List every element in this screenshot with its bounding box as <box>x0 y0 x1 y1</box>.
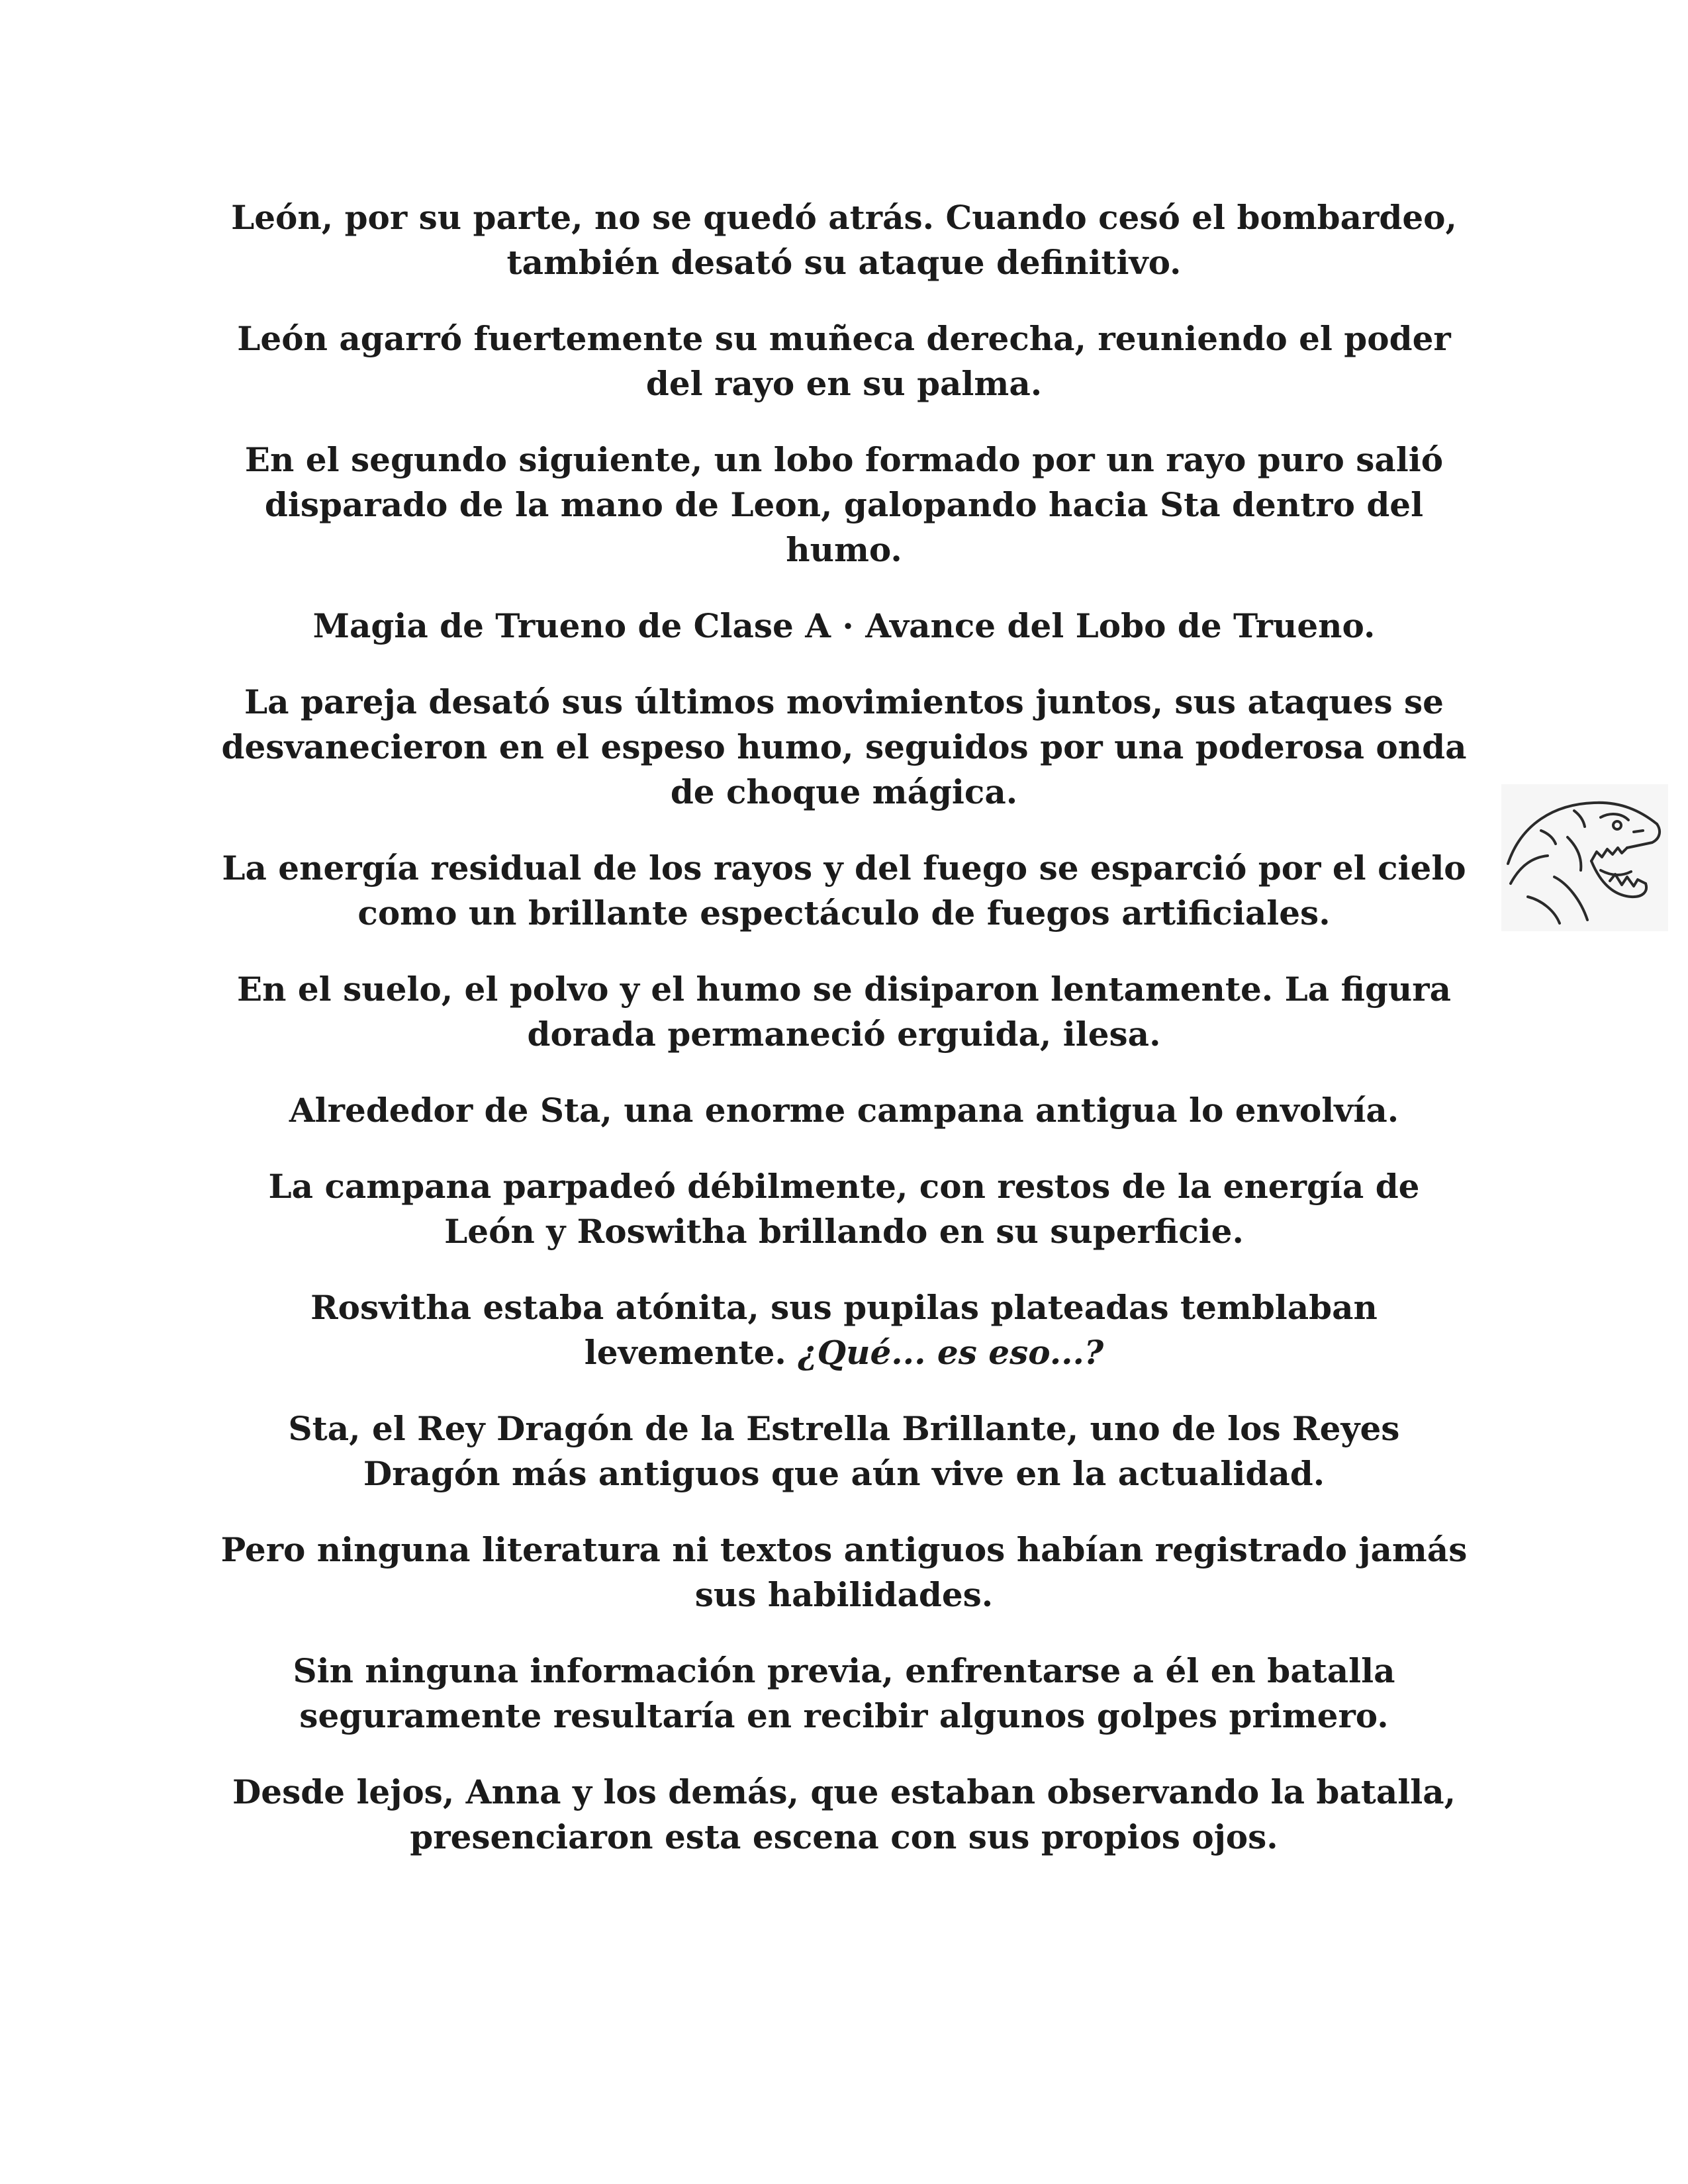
paragraph-7: En el suelo, el polvo y el humo se disiparon lentamente. La figura dorada permaneció erguida, ilesa. <box>236 970 1451 1054</box>
paragraph-5: La pareja desató sus últimos movimientos juntos, sus ataques se desvanecieron en el espeso humo, seguidos por una poderosa onda de choque mágica. <box>221 682 1467 811</box>
paragraph-13: Sin ninguna información previa, enfrentarse a él en batalla seguramente resultaría en recibir algunos golpes primero. <box>293 1651 1395 1735</box>
paragraph-4: Magia de Trueno de Clase A · Avance del Lobo de Trueno. <box>312 606 1376 645</box>
paragraph-1: León, por su parte, no se quedó atrás. Cuando cesó el bombardeo, también desató su ataque definitivo. <box>231 198 1457 282</box>
paragraph-11: Sta, el Rey Dragón de la Estrella Brillante, uno de los Reyes Dragón más antiguos que aún vive en la actualidad. <box>288 1409 1400 1493</box>
story-text <box>218 195 1470 1891</box>
paragraph-3: En el segundo siguiente, un lobo formado por un rayo puro salió disparado de la mano de Leon, galopando hacia Sta dentro del humo. <box>244 440 1444 569</box>
inner-thought: ¿Qué... es eso...? <box>798 1333 1104 1372</box>
paragraph-10-text: Rosvitha estaba atónita, sus pupilas plateadas temblaban levemente. <box>310 1288 1378 1372</box>
dinosaur-head-icon <box>1501 784 1668 931</box>
paragraph-12: Pero ninguna literatura ni textos antiguos habían registrado jamás sus habilidades. <box>220 1530 1468 1614</box>
paragraph-9: La campana parpadeó débilmente, con restos de la energía de León y Roswitha brillando en su superficie. <box>268 1167 1420 1251</box>
paragraph-10 <box>218 1285 1470 1375</box>
paragraph-6: La energía residual de los rayos y del fuego se esparció por el cielo como un brillante espectáculo de fuegos artificiales. <box>222 848 1466 933</box>
paragraph-14: Desde lejos, Anna y los demás, que estaban observando la batalla, presenciaron esta escena con sus propios ojos. <box>232 1772 1456 1856</box>
paragraph-8: Alrededor de Sta, una enorme campana antigua lo envolvía. <box>289 1091 1399 1130</box>
paragraph-2: León agarró fuertemente su muñeca derecha, reuniendo el poder del rayo en su palma. <box>237 319 1451 403</box>
